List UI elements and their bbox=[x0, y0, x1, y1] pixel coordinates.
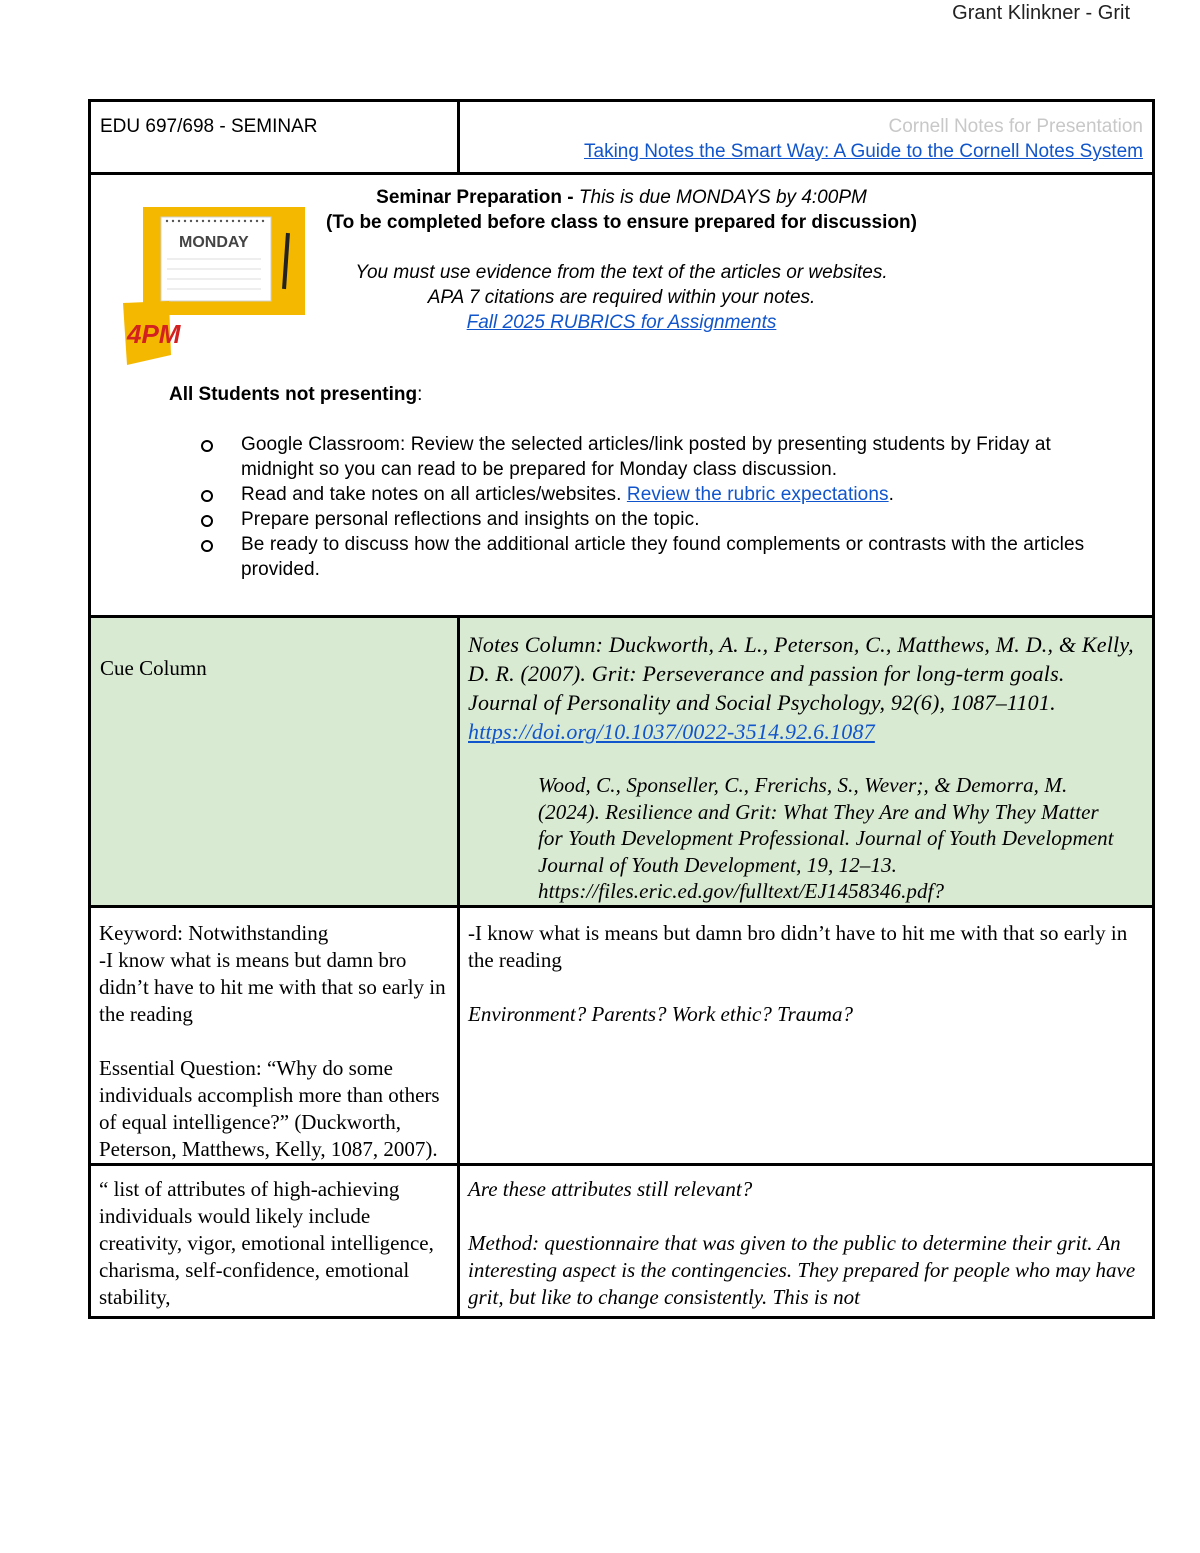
circle-bullet-icon bbox=[201, 440, 213, 452]
prep-subtitle: (To be completed before class to ensure prepared for discussion) bbox=[326, 212, 917, 233]
bullet-text: Prepare personal reflections and insights on the topic. bbox=[241, 509, 700, 530]
relevance-question: Are these attributes still relevant? bbox=[468, 1176, 753, 1201]
prep-row bbox=[90, 174, 1154, 617]
course-title: EDU 697/698 - SEMINAR bbox=[90, 101, 459, 174]
all-students-colon: : bbox=[417, 384, 423, 405]
notes-cell-keyword bbox=[459, 906, 1154, 1164]
cornell-notes-title: Cornell Notes for Presentation bbox=[888, 116, 1143, 137]
notes-row-1 bbox=[90, 906, 1154, 1164]
keyword-note: Keyword: Notwithstanding -I know what is means but damn bro didn’t have to hit me with that so early in the reading bbox=[99, 920, 446, 1026]
bullet-text: Google Classroom: Review the selected articles/link posted by presenting students by Friday at midnight so you can read to be prepared for Monday class discussion. bbox=[241, 434, 1051, 480]
bullet-text-end: . bbox=[888, 484, 895, 505]
cue-column-title: Cue Column bbox=[100, 656, 207, 680]
evidence-line: You must use evidence from the text of the articles or websites. bbox=[355, 262, 888, 283]
cue-cell-attributes bbox=[90, 1164, 459, 1317]
essential-question: Essential Question: “Why do some individuals accomplish more than others of equal intelligence?” (Duckworth, Peterson, Matthews, Kelly, 1087, 2007). bbox=[99, 1055, 440, 1161]
reaction-note: -I know what is means but damn bro didn’t have to hit me with that so early in the reading bbox=[468, 920, 1128, 972]
time-text: 4PM bbox=[127, 319, 181, 349]
page-header: Grant Klinkner - Grit bbox=[952, 2, 1130, 24]
list-item bbox=[201, 507, 1121, 532]
prep-cell bbox=[90, 174, 1154, 617]
cue-cell-keyword bbox=[90, 906, 459, 1164]
cue-column-cell bbox=[90, 617, 459, 907]
circle-bullet-icon bbox=[201, 490, 213, 502]
prep-due: This is due MONDAYS by 4:00PM bbox=[578, 187, 867, 208]
citation-duckworth-text: Notes Column: Duckworth, A. L., Peterson, C., Matthews, M. D., & Kelly, D. R. (2007). Grit: Perseverance and passion for long-term goals. Journal of Personality and Social Psychology, 92(6), 1087–1101. bbox=[468, 632, 1134, 715]
circle-bullet-icon bbox=[201, 540, 213, 552]
doi-link[interactable]: https://doi.org/10.1037/0022-3514.92.6.1087 bbox=[468, 719, 875, 744]
prep-instructions bbox=[91, 185, 1152, 335]
apa-line: APA 7 citations are required within your notes. bbox=[427, 287, 816, 308]
notes-cell-attributes bbox=[459, 1164, 1154, 1317]
all-students-label: All Students not presenting bbox=[169, 384, 418, 405]
list-item bbox=[201, 532, 1121, 582]
bullet-text: Read and take notes on all articles/websites. bbox=[241, 484, 627, 505]
header-right-cell bbox=[459, 101, 1154, 174]
rubrics-link[interactable]: Fall 2025 RUBRICS for Assignments bbox=[466, 312, 777, 333]
prep-bullet-list bbox=[201, 432, 1121, 582]
bullet-text: Be ready to discuss how the additional article they found complements or contrasts with the articles provided. bbox=[241, 534, 1085, 580]
header-row bbox=[90, 101, 1154, 174]
list-item bbox=[201, 432, 1121, 482]
citation-duckworth bbox=[460, 618, 1152, 746]
prep-title: Seminar Preparation - bbox=[376, 187, 579, 208]
notes-column-cell bbox=[459, 617, 1154, 907]
cornell-notes-table bbox=[88, 99, 1155, 1319]
method-note: Method: questionnaire that was given to the public to determine their grit. An interesting aspect is the contingencies. They prepared for people who may have grit, but like to change consistently. This is not bbox=[468, 1230, 1136, 1309]
rubric-expectations-link[interactable]: Review the rubric expectations bbox=[626, 484, 889, 505]
citation-wood: Wood, C., Sponseller, C., Frerichs, S., Wever;, & Demorra, M. (2024). Resilience and Grit: What They Are and Why They Matter for Youth Development Professional. Journal of Youth Development Journal of Youth Development, 19, 12–13. https://files.eric.ed.gov/fulltext/EJ1458346.pdf? bbox=[538, 773, 1114, 903]
circle-bullet-icon bbox=[201, 515, 213, 527]
attributes-quote: “ list of attributes of high-achieving individuals would likely include creativity, vigor, emotional intelligence, charisma, self-confidence, emotional stability, bbox=[99, 1176, 434, 1309]
questions-note: Environment? Parents? Work ethic? Trauma? bbox=[468, 1001, 853, 1026]
cue-row bbox=[90, 617, 1154, 907]
all-students-heading bbox=[169, 384, 422, 406]
notes-row-2 bbox=[90, 1164, 1154, 1317]
list-item bbox=[201, 482, 1121, 507]
monday-text: MONDAY bbox=[179, 234, 249, 251]
cornell-guide-link[interactable]: Taking Notes the Smart Way: A Guide to the Cornell Notes System bbox=[584, 141, 1143, 162]
